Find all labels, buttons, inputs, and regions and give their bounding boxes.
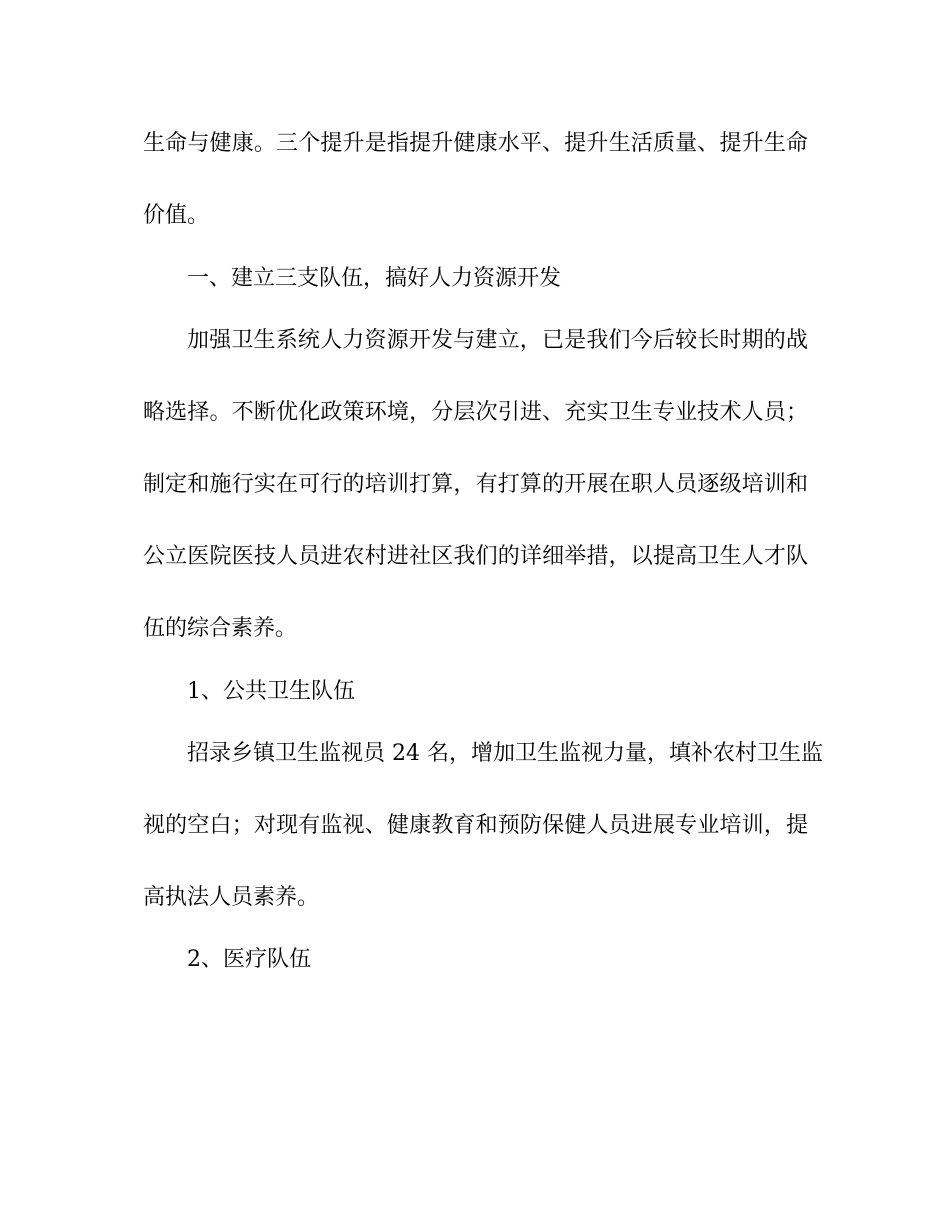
paragraph-line [0, 324, 950, 358]
paragraph-line [0, 612, 950, 646]
text-line-2: 价值。 [143, 203, 210, 228]
section-heading [0, 943, 950, 977]
text-line-5: 略选择。不断优化政策环境，分层次引进、充实卫生专业技术人员； [143, 400, 808, 425]
text-line-8: 伍的综合素养。 [143, 616, 298, 641]
text-line-4: 加强卫生系统人力资源开发与建立，已是我们今后较长时期的战 [187, 328, 808, 353]
text-line-10: 招录乡镇卫生监视员 24 名，增加卫生监视力量，填补农村卫生监 [187, 741, 823, 766]
paragraph-line [0, 396, 950, 430]
paragraph-line [0, 881, 950, 915]
heading-2: 1、公共卫生队伍 [187, 679, 355, 704]
paragraph-line [0, 468, 950, 502]
paragraph-line [0, 540, 950, 574]
paragraph-line [0, 199, 950, 233]
text-line-12: 高执法人员素养。 [143, 885, 320, 910]
section-heading [0, 675, 950, 709]
text-line-6: 制定和施行实在可行的培训打算，有打算的开展在职人员逐级培训和 [143, 472, 808, 497]
text-line-7: 公立医院医技人员进农村进社区我们的详细举措，以提高卫生人才队 [143, 544, 808, 569]
heading-3: 2、医疗队伍 [187, 947, 311, 972]
section-heading [0, 262, 950, 296]
heading-1: 一、建立三支队伍，搞好人力资源开发 [187, 266, 562, 291]
paragraph-line [0, 127, 950, 161]
paragraph-line [0, 809, 950, 843]
text-line-1: 生命与健康。三个提升是指提升健康水平、提升生活质量、提升生命 [143, 131, 808, 156]
paragraph-line [0, 737, 950, 771]
text-line-11: 视的空白；对现有监视、健康教育和预防保健人员进展专业培训，提 [143, 813, 808, 838]
